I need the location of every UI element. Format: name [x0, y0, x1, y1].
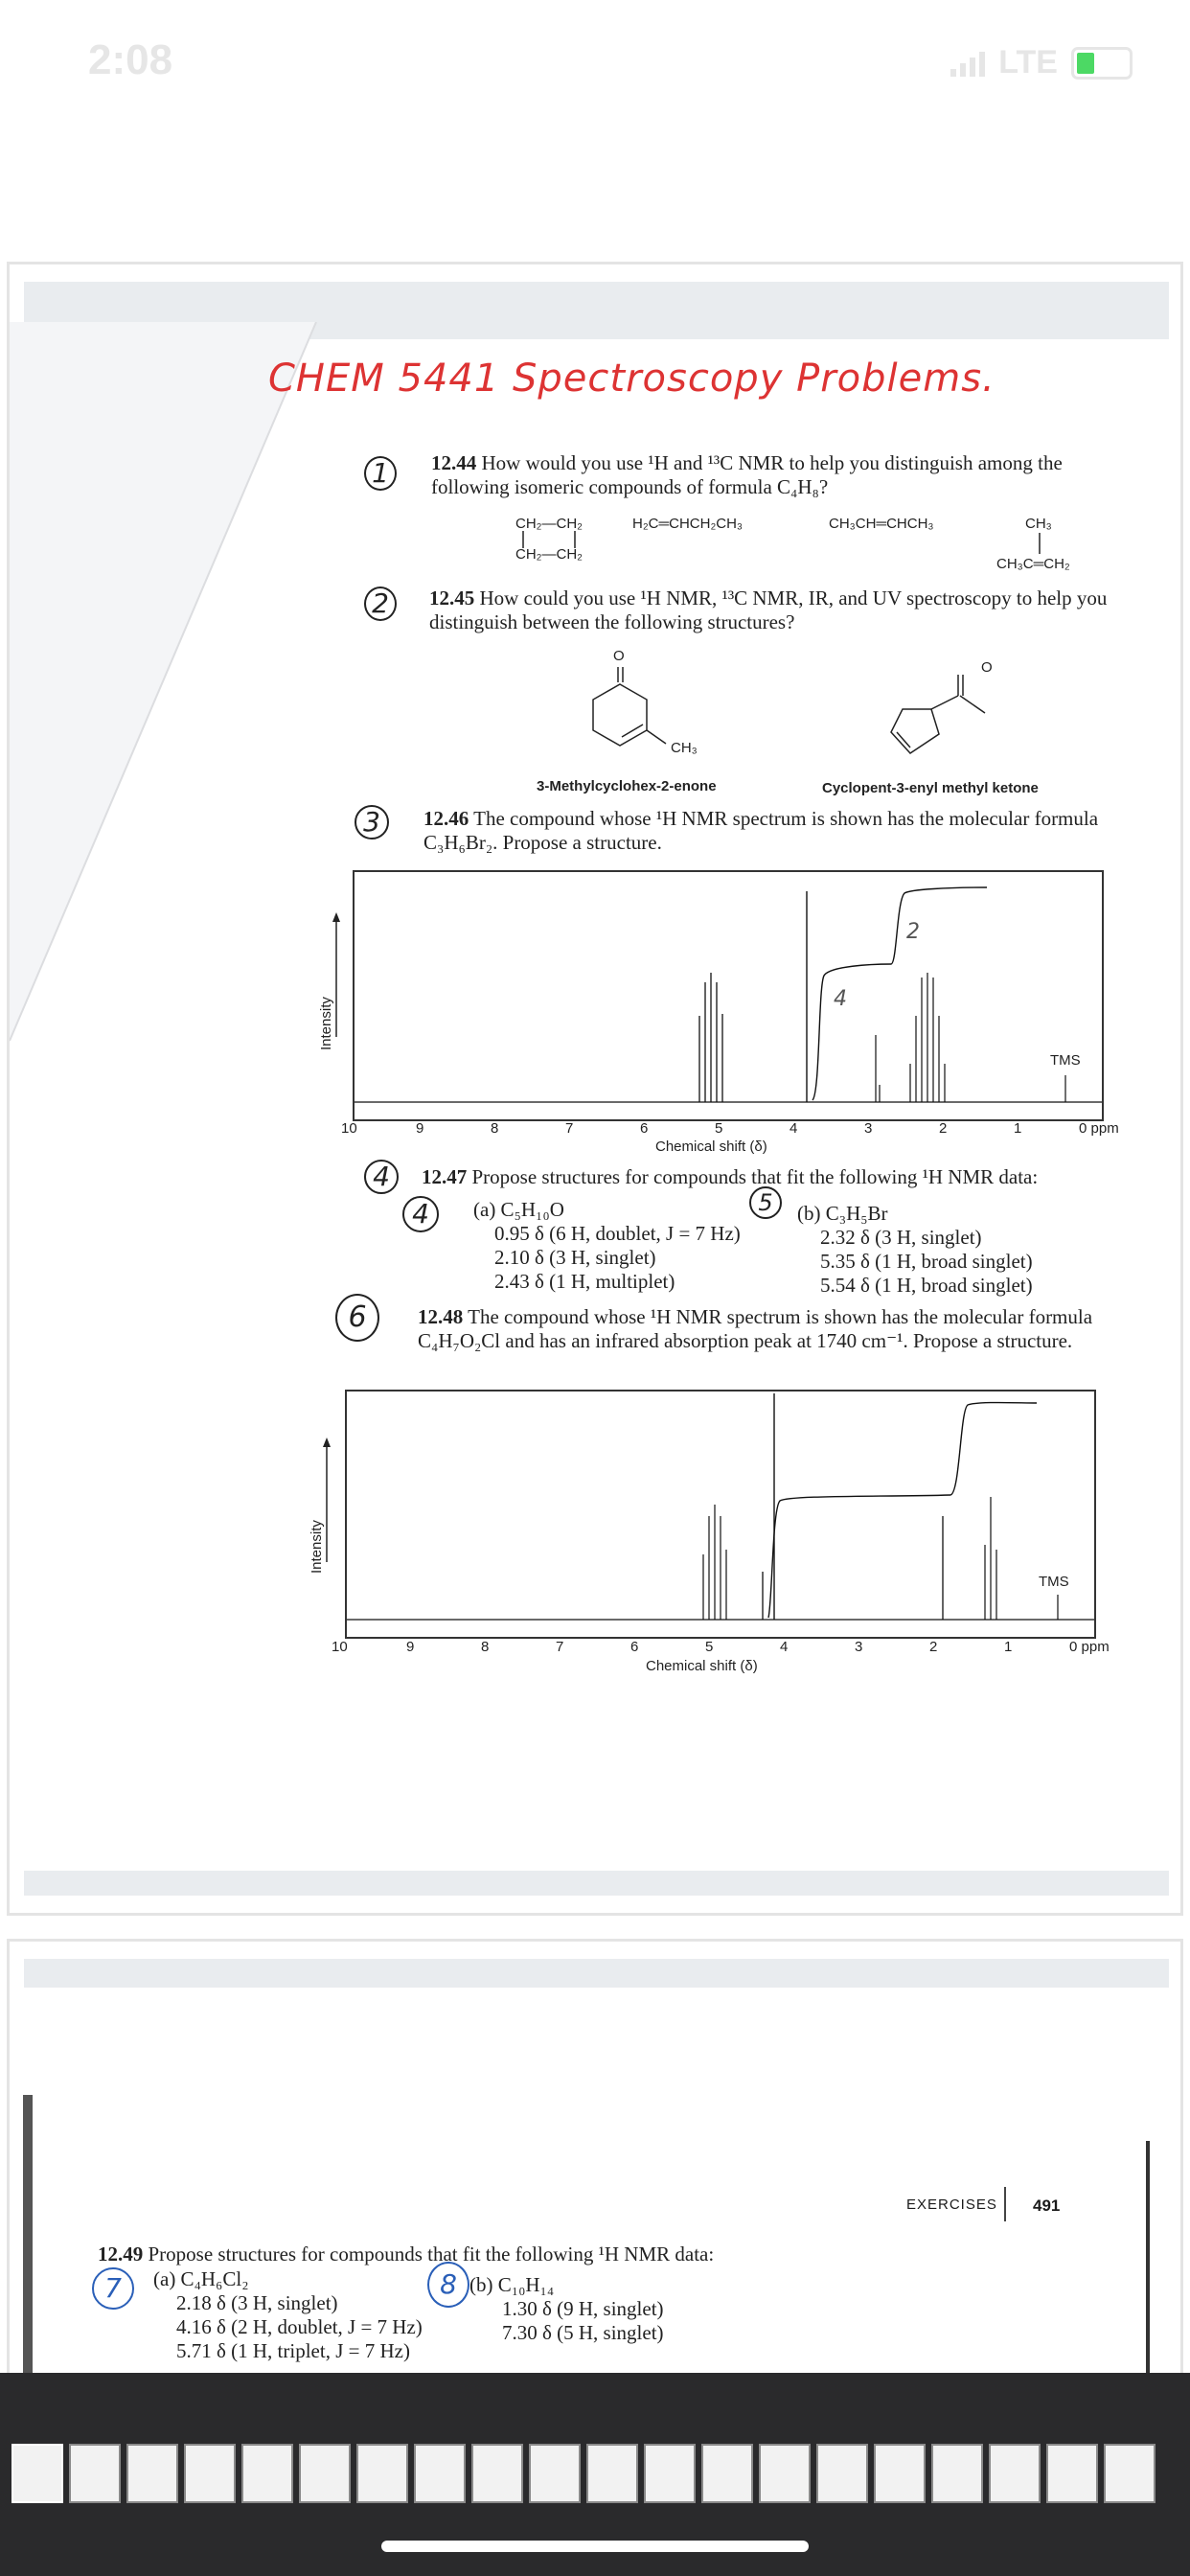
- tick-0: 0 ppm: [1069, 1639, 1110, 1655]
- problem-12-49: [98, 2242, 960, 2266]
- tick-4: 4: [790, 1120, 798, 1137]
- page-number: 491: [1033, 2196, 1061, 2215]
- structure-cyclopentenyl-ketone: [881, 667, 1016, 772]
- data-12-47b: [797, 1202, 1142, 1298]
- tick-6: 6: [640, 1120, 649, 1137]
- page-thumbnail[interactable]: [11, 2444, 63, 2503]
- data-line: 2.32 δ (3 H, singlet): [820, 1226, 982, 1249]
- problem-number: 12.46: [423, 807, 469, 830]
- header-exercises: EXERCISES: [906, 2196, 997, 2213]
- thumbnail-list: [11, 2444, 1156, 2503]
- data-line: 1.30 δ (9 H, singlet): [502, 2297, 664, 2320]
- problem-number: 12.48: [418, 1305, 464, 1328]
- home-indicator[interactable]: [381, 2541, 809, 2552]
- tick-1: 1: [1014, 1120, 1022, 1137]
- signal-icon: [950, 50, 985, 77]
- spectrum2-y-arrow: [322, 1438, 332, 1562]
- isomer-isobutylene-top: CH₃: [1025, 516, 1052, 532]
- methyl-label: CH₃: [671, 740, 698, 756]
- problem-circle-3: 3: [355, 805, 389, 840]
- spectrum2-tms-label: TMS: [1039, 1574, 1069, 1590]
- page-thumbnail[interactable]: [989, 2444, 1041, 2503]
- data-12-47a: [473, 1198, 799, 1294]
- status-indicators: [950, 44, 1133, 81]
- handwritten-title: CHEM 5441 Spectroscopy Problems.: [268, 356, 995, 401]
- spectrum1-handwritten-2: 2: [906, 920, 920, 944]
- spectrum1-xlabel: Chemical shift (δ): [655, 1138, 767, 1155]
- problem-text: Propose structures for compounds that fit the following ¹H NMR data:: [471, 1165, 1039, 1188]
- tick-4: 4: [780, 1639, 789, 1655]
- data-line: 2.18 δ (3 H, singlet): [176, 2291, 338, 2314]
- problem-number: 12.47: [422, 1165, 468, 1188]
- tick-6: 6: [630, 1639, 639, 1655]
- spectrum2-plot: [345, 1390, 1096, 1639]
- problem-text: How would you use ¹H and ¹³C NMR to help you distinguish among the following isomeric compounds of formula C₄H₈?: [431, 451, 1063, 498]
- tick-7: 7: [556, 1639, 564, 1655]
- problem-12-46: [423, 807, 1133, 855]
- page-thumbnail[interactable]: [356, 2444, 408, 2503]
- page-thumbnail[interactable]: [931, 2444, 983, 2503]
- tick-2: 2: [939, 1120, 948, 1137]
- tick-9: 9: [416, 1120, 424, 1137]
- problem-circle-6: 6: [335, 1294, 379, 1342]
- page-thumbnail[interactable]: [69, 2444, 121, 2503]
- problem-number: 12.44: [431, 451, 477, 474]
- page-thumbnail[interactable]: [644, 2444, 696, 2503]
- page-thumbnail[interactable]: [414, 2444, 466, 2503]
- page-thumbnail[interactable]: [299, 2444, 351, 2503]
- page-thumbnail[interactable]: [1104, 2444, 1156, 2503]
- page-thumbnail[interactable]: [874, 2444, 926, 2503]
- isobutylene-bond: [1035, 533, 1044, 554]
- scan-band-top: [24, 1959, 1169, 1988]
- ketone-o-label: O: [613, 648, 625, 664]
- header-divider: [1004, 2187, 1006, 2221]
- tick-5: 5: [705, 1639, 714, 1655]
- data-line: 7.30 δ (5 H, singlet): [502, 2321, 664, 2344]
- page-thumbnail[interactable]: [701, 2444, 753, 2503]
- scan-band-bottom: [24, 1871, 1169, 1896]
- spectrum2-ylabel: Intensity: [309, 1520, 325, 1574]
- document-page-2[interactable]: [10, 1942, 1180, 2373]
- tick-2: 2: [929, 1639, 938, 1655]
- data-label: (a) C₄H₆Cl₂: [153, 2267, 249, 2290]
- page-thumbnail[interactable]: [1046, 2444, 1098, 2503]
- problem-text: The compound whose ¹H NMR spectrum is shown has the molecular formula C₄H₇O₂Cl and has an infrared absorption peak at 1740 cm⁻¹. Propose a structure.: [418, 1305, 1093, 1352]
- tick-8: 8: [491, 1120, 499, 1137]
- page-edge-left: [23, 2095, 33, 2373]
- problem-12-44: [431, 451, 1121, 499]
- data-line: 4.16 δ (2 H, doublet, J = 7 Hz): [176, 2315, 423, 2338]
- cyclobutane-bonds: [517, 531, 594, 548]
- spectrum1-plot: [353, 870, 1104, 1121]
- structure-name-left: 3-Methylcyclohex-2-enone: [537, 778, 717, 794]
- data-line: 0.95 δ (6 H, doublet, J = 7 Hz): [494, 1222, 741, 1245]
- isomer-isobutylene-bottom: CH₃C═CH₂: [996, 556, 1070, 572]
- isomer-cyclobutane-bottom: CH₂—CH₂: [515, 546, 583, 563]
- spectrum1-trace: [355, 872, 1102, 1119]
- tick-9: 9: [406, 1639, 415, 1655]
- problem-text: How could you use ¹H NMR, ¹³C NMR, IR, and UV spectroscopy to help you distinguish between the following structures?: [429, 586, 1108, 633]
- problem-circle-1: 1: [364, 456, 397, 491]
- tick-0: 0 ppm: [1079, 1120, 1119, 1137]
- network-label: LTE: [998, 44, 1058, 80]
- isomer-1-butene: H₂C═CHCH₂CH₃: [632, 516, 744, 532]
- tick-8: 8: [481, 1639, 490, 1655]
- tick-3: 3: [864, 1120, 873, 1137]
- spectrum2-trace: [347, 1392, 1094, 1637]
- spectrum1-y-arrow: [332, 912, 341, 1037]
- problem-12-47: [422, 1165, 1150, 1189]
- page-thumbnail[interactable]: [184, 2444, 236, 2503]
- ketone-o-label-2: O: [981, 659, 993, 676]
- data-label: (b) C₁₀H₁₄: [469, 2273, 555, 2296]
- problem-12-45: [429, 586, 1138, 634]
- page-thumbnail[interactable]: [126, 2444, 178, 2503]
- document-page-1[interactable]: [10, 264, 1180, 1913]
- status-bar: [0, 0, 1190, 134]
- tick-3: 3: [855, 1639, 863, 1655]
- problem-text: Propose structures for compounds that fit the following ¹H NMR data:: [148, 2242, 715, 2266]
- data-circle-7: 7: [92, 2267, 134, 2310]
- data-line: 2.10 δ (3 H, singlet): [494, 1246, 656, 1269]
- status-time: 2:08: [88, 36, 173, 83]
- spectrum1-tms-label: TMS: [1050, 1052, 1081, 1069]
- page-thumbnail[interactable]: [241, 2444, 293, 2503]
- tick-10: 10: [332, 1639, 348, 1655]
- data-circle-8: 8: [427, 2262, 469, 2308]
- data-label: (b) C₃H₅Br: [797, 1202, 888, 1225]
- data-circle-5: 5: [749, 1186, 782, 1219]
- data-line: 2.43 δ (1 H, multiplet): [494, 1270, 675, 1293]
- battery-icon: [1071, 47, 1133, 80]
- problem-circle-2: 2: [364, 586, 397, 621]
- tick-7: 7: [565, 1120, 574, 1137]
- isomer-cyclobutane-top: CH₂—CH₂: [515, 516, 583, 532]
- spectrum1-handwritten-4: 4: [834, 987, 847, 1011]
- problem-12-48: [418, 1305, 1146, 1353]
- page-fold-shadow: [10, 322, 326, 1050]
- data-line: 5.54 δ (1 H, broad singlet): [820, 1274, 1033, 1297]
- structure-name-right: Cyclopent-3-enyl methyl ketone: [822, 780, 1039, 796]
- data-label: (a) C₅H₁₀O: [473, 1198, 564, 1221]
- tick-10: 10: [341, 1120, 357, 1137]
- page-thumbnail[interactable]: [471, 2444, 523, 2503]
- page-thumbnail[interactable]: [586, 2444, 638, 2503]
- page-edge-right: [1146, 2141, 1150, 2373]
- data-line: 5.71 δ (1 H, triplet, J = 7 Hz): [176, 2339, 410, 2362]
- problem-number: 12.49: [98, 2242, 144, 2266]
- problem-number: 12.45: [429, 586, 475, 610]
- isomer-2-butene: CH₃CH═CHCH₃: [829, 516, 934, 532]
- data-circle-4: 4: [402, 1196, 439, 1232]
- tick-1: 1: [1004, 1639, 1013, 1655]
- page-thumbnail[interactable]: [529, 2444, 581, 2503]
- data-line: 5.35 δ (1 H, broad singlet): [820, 1250, 1033, 1273]
- thumbnail-strip: [0, 2373, 1190, 2576]
- spectrum1-ylabel: Intensity: [318, 997, 334, 1050]
- problem-text: The compound whose ¹H NMR spectrum is shown has the molecular formula C₃H₆Br₂. Propose a structure.: [423, 807, 1099, 854]
- spectrum2-xticks: [332, 1639, 1127, 1660]
- tick-5: 5: [715, 1120, 723, 1137]
- spectrum2-xlabel: Chemical shift (δ): [646, 1658, 758, 1674]
- page-thumbnail[interactable]: [759, 2444, 811, 2503]
- page-thumbnail[interactable]: [816, 2444, 868, 2503]
- data-12-49b: [469, 2273, 776, 2345]
- problem-circle-4-crossed: 4: [364, 1160, 399, 1194]
